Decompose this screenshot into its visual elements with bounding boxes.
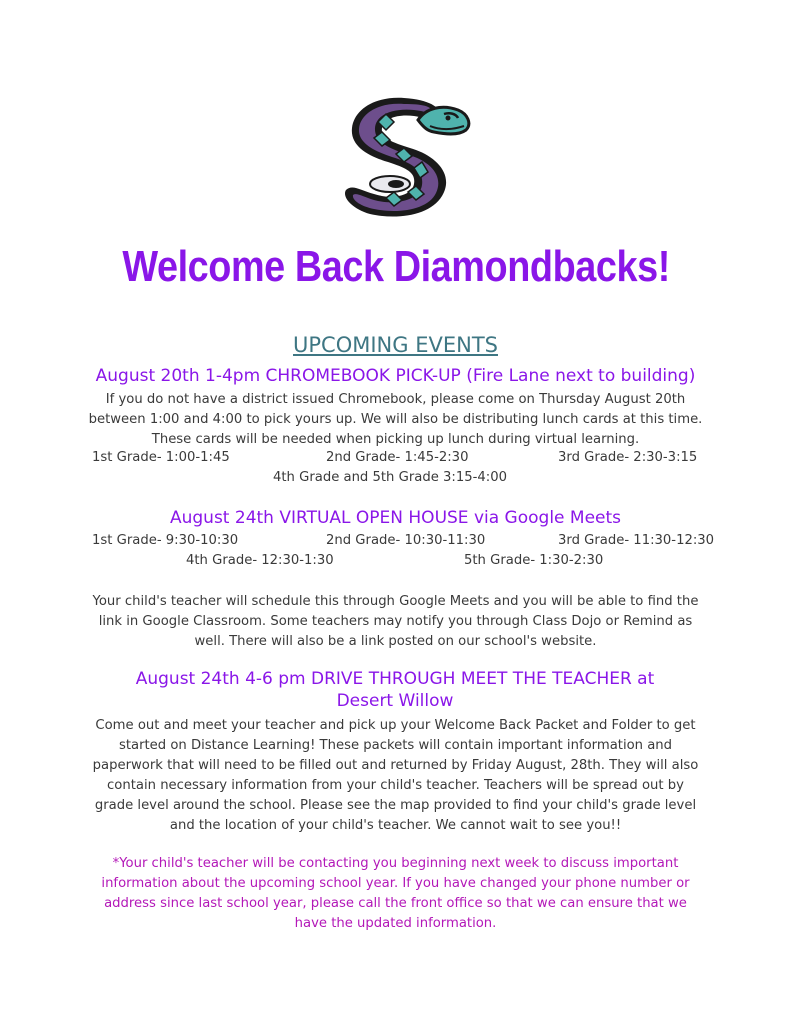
event-open-house-time-2nd: 2nd Grade- 10:30-11:30 <box>326 533 486 548</box>
event-open-house-time-5th: 5th Grade- 1:30-2:30 <box>464 553 604 568</box>
event-open-house-time-1st: 1st Grade- 9:30-10:30 <box>92 533 239 548</box>
upcoming-events-heading: UPCOMING EVENTS <box>293 333 498 357</box>
page-title: Welcome Back Diamondbacks! <box>122 242 670 291</box>
important-note: *Your child's teacher will be contacting you beginning next week to discuss important information about the upcoming school year. If you have changed your phone number or address since last school year, please call the front office so that we can ensure that we have the updated information. <box>101 856 690 931</box>
event-open-house-time-4th: 4th Grade- 12:30-1:30 <box>186 553 334 568</box>
event-open-house-heading: August 24th VIRTUAL OPEN HOUSE via Google Meets <box>169 508 622 528</box>
event-open-house-body: Your child's teacher will schedule this through Google Meets and you will be able to find the link in Google Classroom. Some teachers may notify you through Class Dojo or Remind as well. There will also be a link posted on our school's website. <box>92 594 699 649</box>
event-open-house-time-3rd: 3rd Grade- 11:30-12:30 <box>558 533 715 548</box>
diamondback-snake-logo-icon <box>334 92 474 220</box>
event-chromebook-body: If you do not have a district issued Chromebook, please come on Thursday August 20th between 1:00 and 4:00 to pick yours up. We will also be distributing lunch cards at this time. These cards will be needed when picking up lunch during virtual learning. <box>88 392 703 447</box>
event-chromebook-heading: August 20th 1-4pm CHROMEBOOK PICK-UP (Fire Lane next to building) <box>95 366 696 386</box>
event-chromebook-time-4th-5th: 4th Grade and 5th Grade 3:15-4:00 <box>272 470 507 485</box>
event-chromebook-time-3rd: 3rd Grade- 2:30-3:15 <box>558 450 698 465</box>
event-chromebook-time-1st: 1st Grade- 1:00-1:45 <box>92 450 230 465</box>
event-meet-teacher-body: Come out and meet your teacher and pick up your Welcome Back Packet and Folder to get started on Distance Learning! These packets will contain important information and paperwork that will need to be filled out and returned by Friday August, 28th. They will also contain necessary information from your child's teacher. Teachers will be spread out by grade level around the school. Please see the map provided to find your child's grade level and the location of your child's teacher. We cannot wait to see you!! <box>92 718 699 833</box>
event-meet-teacher-heading: August 24th 4-6 pm DRIVE THROUGH MEET THE TEACHER at Desert Willow <box>135 669 655 711</box>
event-chromebook-time-2nd: 2nd Grade- 1:45-2:30 <box>326 450 469 465</box>
